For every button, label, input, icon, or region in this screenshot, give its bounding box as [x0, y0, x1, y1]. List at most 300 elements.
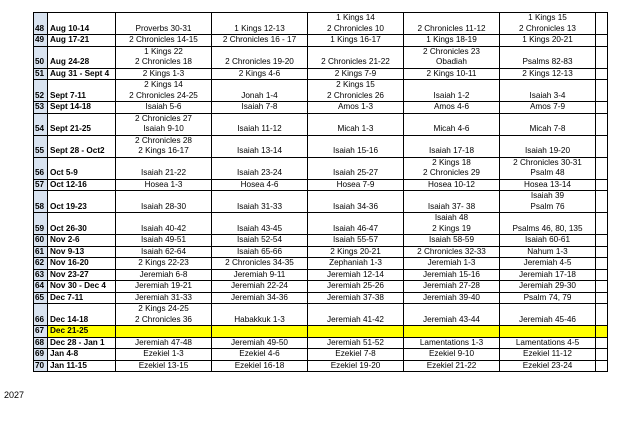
reading-cell [596, 135, 608, 157]
reading-cell [404, 349, 500, 361]
week-number: 61 [34, 246, 48, 258]
week-dates: Dec 28 - Jan 1 [48, 337, 116, 349]
reading-line: 2 Kings 16-17 [138, 146, 189, 155]
reading-cell [212, 246, 308, 258]
reading-line: Hosea 1-3 [144, 179, 183, 189]
schedule-row [34, 304, 608, 326]
week-dates: Dec 7-11 [48, 292, 116, 304]
reading-cell [116, 35, 212, 47]
reading-line: 2 Chronicles 18 [135, 57, 192, 66]
reading-cell [116, 304, 212, 326]
schedule-row [34, 235, 608, 247]
reading-line: 2 Chronicles 28 [135, 135, 192, 145]
reading-cell [500, 13, 596, 35]
reading-line: 2 Kings 12-13 [522, 68, 573, 78]
reading-cell [116, 235, 212, 247]
reading-cell [404, 135, 500, 157]
reading-line: 2 Kings 7-9 [334, 68, 377, 78]
reading-cell [404, 102, 500, 114]
reading-line: Isaiah 31-33 [236, 201, 283, 211]
week-number: 59 [34, 213, 48, 235]
reading-line: 2 Chronicles 36 [135, 314, 192, 324]
reading-line: 2 Chronicles 32-33 [417, 246, 486, 256]
week-dates: Nov 23-27 [48, 269, 116, 281]
schedule-row [34, 179, 608, 191]
schedule-row [34, 281, 608, 293]
week-dates: Oct 26-30 [48, 213, 116, 235]
reading-cell [404, 46, 500, 68]
reading-line: Hosea 7-9 [336, 179, 375, 189]
week-number: 50 [34, 46, 48, 68]
reading-line: Psalms 46, 80, 135 [512, 223, 583, 233]
schedule-row [34, 46, 608, 68]
reading-cell [404, 80, 500, 102]
reading-line: Ezekiel 23-24 [522, 360, 573, 370]
reading-cell [308, 102, 404, 114]
reading-cell [308, 179, 404, 191]
reading-line: Lamentations 1-3 [419, 337, 484, 347]
reading-line: Ezekiel 1-3 [143, 349, 184, 358]
reading-cell [308, 349, 404, 361]
reading-line: Lamentations 4-5 [515, 337, 580, 347]
reading-cell [404, 35, 500, 47]
reading-cell [308, 269, 404, 281]
week-number: 68 [34, 337, 48, 349]
reading-line: Jeremiah 31-33 [135, 292, 192, 302]
reading-line: 2 Kings 4-6 [238, 68, 281, 78]
reading-line: Jonah 1-4 [241, 90, 278, 100]
reading-cell [212, 213, 308, 235]
week-dates: Aug 24-28 [48, 46, 116, 68]
reading-line: 2 Kings 10-11 [426, 68, 477, 78]
reading-cell [404, 360, 500, 372]
reading-cell [308, 337, 404, 349]
reading-line: Jeremiah 4-5 [523, 258, 572, 267]
schedule-row [34, 113, 608, 135]
reading-cell [308, 68, 404, 80]
reading-line: Isaiah 52-54 [236, 235, 283, 244]
reading-cell [212, 35, 308, 47]
reading-cell [500, 113, 596, 135]
week-dates: Sept 21-25 [48, 113, 116, 135]
week-dates: Nov 2-6 [48, 235, 116, 247]
reading-cell [116, 337, 212, 349]
reading-cell [404, 269, 500, 281]
reading-line: 2 Kings 18 [432, 157, 471, 167]
reading-line: Isaiah 9-10 [143, 124, 184, 133]
reading-cell [596, 304, 608, 326]
reading-cell [404, 113, 500, 135]
reading-line: Ezekiel 7-8 [335, 349, 376, 358]
reading-line: Jeremiah 39-40 [423, 292, 480, 302]
reading-cell [404, 246, 500, 258]
schedule-row [34, 102, 608, 114]
reading-cell [500, 235, 596, 247]
reading-line: Isaiah 65-66 [236, 246, 283, 256]
reading-schedule-table [33, 12, 608, 372]
schedule-row [34, 35, 608, 47]
reading-cell [308, 281, 404, 293]
week-dates: Nov 16-20 [48, 258, 116, 270]
reading-cell [500, 157, 596, 179]
reading-line: Psalm 76 [530, 201, 565, 211]
reading-cell [212, 292, 308, 304]
week-dates: Aug 31 - Sept 4 [48, 68, 116, 80]
schedule-row [34, 326, 608, 338]
reading-cell [404, 292, 500, 304]
reading-cell [116, 80, 212, 102]
reading-cell [596, 102, 608, 114]
reading-cell [500, 135, 596, 157]
reading-cell [596, 113, 608, 135]
week-dates: Sept 14-18 [48, 102, 116, 114]
reading-cell [116, 246, 212, 258]
reading-cell [212, 304, 308, 326]
reading-line: Ezekiel 4-6 [239, 349, 280, 358]
reading-cell [500, 349, 596, 361]
reading-cell [596, 235, 608, 247]
reading-line: 2 Chronicles 10 [327, 23, 384, 33]
reading-line: Isaiah 21-22 [140, 168, 187, 177]
week-number: 64 [34, 281, 48, 293]
week-dates: Aug 17-21 [48, 35, 116, 47]
reading-cell [404, 157, 500, 179]
reading-cell [596, 191, 608, 213]
reading-cell [116, 326, 212, 338]
reading-cell [116, 269, 212, 281]
week-number: 70 [34, 360, 48, 372]
reading-line: Jeremiah 22-24 [231, 281, 288, 290]
week-dates: Oct 19-23 [48, 191, 116, 213]
schedule-row [34, 258, 608, 270]
schedule-row [34, 360, 608, 372]
year-label: 2027 [4, 390, 25, 400]
schedule-row [34, 68, 608, 80]
reading-line: Ezekiel 19-20 [330, 360, 381, 370]
reading-line: 2 Chronicles 34-35 [225, 258, 294, 267]
reading-line: Hosea 10-12 [428, 179, 475, 189]
reading-line: Jeremiah 49-50 [231, 337, 288, 347]
reading-cell [404, 13, 500, 35]
reading-cell [500, 337, 596, 349]
reading-cell [116, 157, 212, 179]
week-dates: Dec 14-18 [48, 304, 116, 326]
reading-line: Jeremiah 15-16 [423, 269, 480, 279]
schedule-row [34, 80, 608, 102]
reading-line: 2 Chronicles 29 [423, 168, 480, 177]
reading-line: Isaiah 40-42 [140, 223, 187, 233]
reading-line: Isaiah 11-12 [237, 124, 282, 133]
reading-line: Ezekiel 21-22 [426, 360, 477, 370]
reading-cell [212, 349, 308, 361]
week-dates: Jan 4-8 [48, 349, 116, 361]
reading-line: Proverbs 30-31 [135, 23, 192, 33]
reading-line: Micah 1-3 [337, 124, 374, 133]
reading-line: Isaiah 60-61 [524, 235, 571, 244]
reading-cell [596, 80, 608, 102]
reading-line: 2 Chronicles 13 [519, 23, 576, 33]
reading-line: 2 Chronicles 19-20 [225, 57, 294, 66]
reading-cell [596, 326, 608, 338]
week-number: 51 [34, 68, 48, 80]
reading-cell [308, 35, 404, 47]
reading-cell [212, 135, 308, 157]
schedule-row [34, 213, 608, 235]
reading-line: Ezekiel 11-12 [522, 349, 572, 358]
reading-cell [596, 35, 608, 47]
reading-line: Jeremiah 51-52 [327, 337, 384, 347]
reading-cell [500, 46, 596, 68]
reading-cell [116, 349, 212, 361]
reading-cell [596, 46, 608, 68]
reading-line: Jeremiah 6-8 [139, 269, 188, 279]
week-number: 62 [34, 258, 48, 270]
schedule-row [34, 269, 608, 281]
reading-cell [500, 360, 596, 372]
reading-cell [308, 135, 404, 157]
reading-line: Jeremiah 25-26 [327, 281, 384, 290]
reading-line: 2 Kings 20-21 [330, 246, 381, 256]
schedule-row [34, 135, 608, 157]
week-dates: Dec 21-25 [48, 326, 116, 338]
reading-line: 1 Kings 20-21 [522, 35, 573, 44]
reading-line: 2 Kings 22-23 [138, 258, 189, 267]
reading-line: Amos 1-3 [337, 102, 374, 111]
reading-cell [500, 281, 596, 293]
reading-line: Amos 7-9 [529, 102, 566, 111]
reading-line: Isaiah 13-14 [236, 146, 283, 155]
reading-cell [404, 337, 500, 349]
reading-line: 1 Kings 18-19 [426, 35, 477, 44]
schedule-row [34, 349, 608, 361]
reading-cell [500, 68, 596, 80]
reading-line: Hosea 4-6 [240, 179, 279, 189]
week-number: 69 [34, 349, 48, 361]
reading-line: Psalm 48 [530, 168, 565, 177]
reading-line: Zephaniah 1-3 [329, 258, 382, 267]
reading-line: Jeremiah 19-21 [135, 281, 192, 290]
reading-cell [500, 292, 596, 304]
reading-line: Jeremiah 41-42 [327, 314, 384, 324]
week-dates: Aug 10-14 [48, 13, 116, 35]
reading-cell [308, 326, 404, 338]
reading-cell [116, 281, 212, 293]
week-number: 56 [34, 157, 48, 179]
reading-cell [596, 292, 608, 304]
reading-line: Jeremiah 43-44 [423, 314, 480, 324]
reading-line: Ezekiel 16-18 [234, 360, 285, 370]
reading-cell [596, 157, 608, 179]
week-number: 66 [34, 304, 48, 326]
reading-cell [116, 13, 212, 35]
reading-cell [404, 326, 500, 338]
reading-cell [116, 113, 212, 135]
reading-line: 2 Chronicles 11-12 [417, 23, 486, 33]
reading-line: Isaiah 1-2 [433, 90, 470, 100]
reading-line: Ezekiel 13-15 [138, 360, 189, 370]
reading-line: Jeremiah 27-28 [423, 281, 480, 290]
reading-cell [404, 304, 500, 326]
schedule-row [34, 292, 608, 304]
reading-cell [116, 258, 212, 270]
week-number: 57 [34, 179, 48, 191]
reading-cell [308, 113, 404, 135]
reading-cell [116, 191, 212, 213]
reading-line: 2 Kings 19 [432, 223, 471, 233]
week-dates: Nov 30 - Dec 4 [48, 281, 116, 293]
reading-line: Jeremiah 1-3 [427, 258, 476, 267]
reading-cell [404, 281, 500, 293]
reading-line: Psalm 74, 79 [523, 292, 572, 302]
reading-line: 1 Kings 12-13 [234, 23, 285, 33]
reading-cell [596, 258, 608, 270]
reading-cell [596, 269, 608, 281]
reading-line: 1 Kings 16-17 [330, 35, 381, 44]
reading-line: Isaiah 39 [530, 191, 565, 200]
schedule-row [34, 246, 608, 258]
reading-cell [596, 337, 608, 349]
week-number: 55 [34, 135, 48, 157]
week-dates: Sept 28 - Oct2 [48, 135, 116, 157]
reading-cell [500, 191, 596, 213]
reading-line: 2 Chronicles 16 - 17 [222, 35, 297, 44]
reading-line: Nahum 1-3 [527, 246, 568, 256]
reading-line: Isaiah 34-36 [332, 201, 379, 211]
reading-line: 1 Kings 22 [144, 46, 183, 56]
week-number: 58 [34, 191, 48, 213]
reading-cell [212, 269, 308, 281]
reading-cell [212, 102, 308, 114]
week-number: 60 [34, 235, 48, 247]
reading-line: 1 Kings 14 [336, 13, 375, 22]
reading-cell [500, 102, 596, 114]
reading-cell [404, 213, 500, 235]
reading-line: Isaiah 28-30 [140, 201, 187, 211]
reading-cell [212, 258, 308, 270]
reading-line: 2 Chronicles 26 [327, 90, 384, 100]
schedule-row [34, 191, 608, 213]
reading-cell [404, 191, 500, 213]
reading-cell [212, 191, 308, 213]
week-number: 54 [34, 113, 48, 135]
reading-cell [596, 68, 608, 80]
week-number: 67 [34, 326, 48, 338]
reading-cell [212, 80, 308, 102]
reading-cell [308, 157, 404, 179]
reading-cell [212, 360, 308, 372]
reading-line: Isaiah 15-16 [332, 146, 379, 155]
reading-cell [596, 246, 608, 258]
week-number: 65 [34, 292, 48, 304]
schedule-row [34, 13, 608, 35]
reading-cell [500, 246, 596, 258]
reading-line: Isaiah 25-27 [332, 168, 379, 177]
reading-line: Isaiah 49-51 [140, 235, 187, 244]
reading-line: 2 Kings 1-3 [142, 68, 185, 78]
reading-cell [500, 269, 596, 281]
reading-cell [500, 258, 596, 270]
reading-line: Jeremiah 9-11 [233, 269, 286, 279]
reading-line: Isaiah 62-64 [140, 246, 187, 256]
reading-cell [212, 46, 308, 68]
week-number: 49 [34, 35, 48, 47]
reading-line: Habakkuk 1-3 [234, 314, 285, 324]
reading-cell [308, 246, 404, 258]
reading-line: Isaiah 48 [434, 213, 469, 222]
reading-line: 2 Kings 15 [336, 80, 375, 89]
reading-cell [116, 68, 212, 80]
reading-cell [500, 326, 596, 338]
reading-cell [596, 213, 608, 235]
reading-line: 2 Chronicles 23 [423, 46, 480, 56]
reading-line: 1 Kings 15 [528, 13, 567, 22]
reading-line: Hosea 13-14 [524, 179, 571, 189]
week-dates: Sept 7-11 [48, 80, 116, 102]
reading-cell [212, 113, 308, 135]
reading-line: Isaiah 55-57 [332, 235, 379, 244]
reading-line: 2 Chronicles 27 [135, 113, 192, 123]
reading-cell [404, 68, 500, 80]
reading-line: Jeremiah 47-48 [135, 337, 192, 347]
week-dates: Jan 11-15 [48, 360, 116, 372]
reading-line: Isaiah 3-4 [529, 90, 566, 100]
reading-cell [116, 46, 212, 68]
reading-cell [116, 179, 212, 191]
reading-line: Jeremiah 17-18 [519, 269, 576, 279]
reading-cell [212, 235, 308, 247]
reading-line: Jeremiah 29-30 [519, 281, 576, 290]
reading-line: Jeremiah 34-36 [231, 292, 288, 302]
reading-line: Obadiah [436, 57, 467, 66]
reading-cell [500, 213, 596, 235]
reading-cell [500, 35, 596, 47]
reading-line: Jeremiah 12-14 [327, 269, 384, 279]
reading-line: Jeremiah 45-46 [519, 314, 576, 324]
reading-line: Isaiah 7-8 [241, 102, 278, 111]
reading-line: 2 Kings 24-25 [138, 304, 189, 313]
reading-line: Ezekiel 9-10 [428, 349, 475, 358]
reading-cell [308, 292, 404, 304]
reading-line: Isaiah 19-20 [524, 146, 571, 155]
reading-line: Isaiah 46-47 [332, 223, 379, 233]
reading-line: Isaiah 5-6 [145, 102, 182, 111]
reading-cell [308, 13, 404, 35]
reading-cell [212, 13, 308, 35]
reading-cell [596, 13, 608, 35]
week-number: 48 [34, 13, 48, 35]
reading-cell [116, 135, 212, 157]
reading-line: Amos 4-6 [433, 102, 470, 111]
week-dates: Oct 5-9 [48, 157, 116, 179]
reading-cell [308, 80, 404, 102]
reading-line: 2 Kings 14 [144, 80, 183, 89]
reading-cell [404, 258, 500, 270]
week-number: 52 [34, 80, 48, 102]
reading-cell [500, 304, 596, 326]
reading-cell [308, 304, 404, 326]
reading-cell [308, 235, 404, 247]
reading-line: Isaiah 58-59 [428, 235, 475, 244]
reading-cell [212, 68, 308, 80]
reading-cell [212, 179, 308, 191]
schedule-row [34, 337, 608, 349]
reading-cell [404, 179, 500, 191]
reading-cell [500, 179, 596, 191]
reading-line: Isaiah 37- 38 [427, 201, 476, 211]
reading-line: Psalms 82-83 [522, 57, 573, 66]
reading-cell [596, 179, 608, 191]
reading-line: Jeremiah 37-38 [327, 292, 384, 302]
